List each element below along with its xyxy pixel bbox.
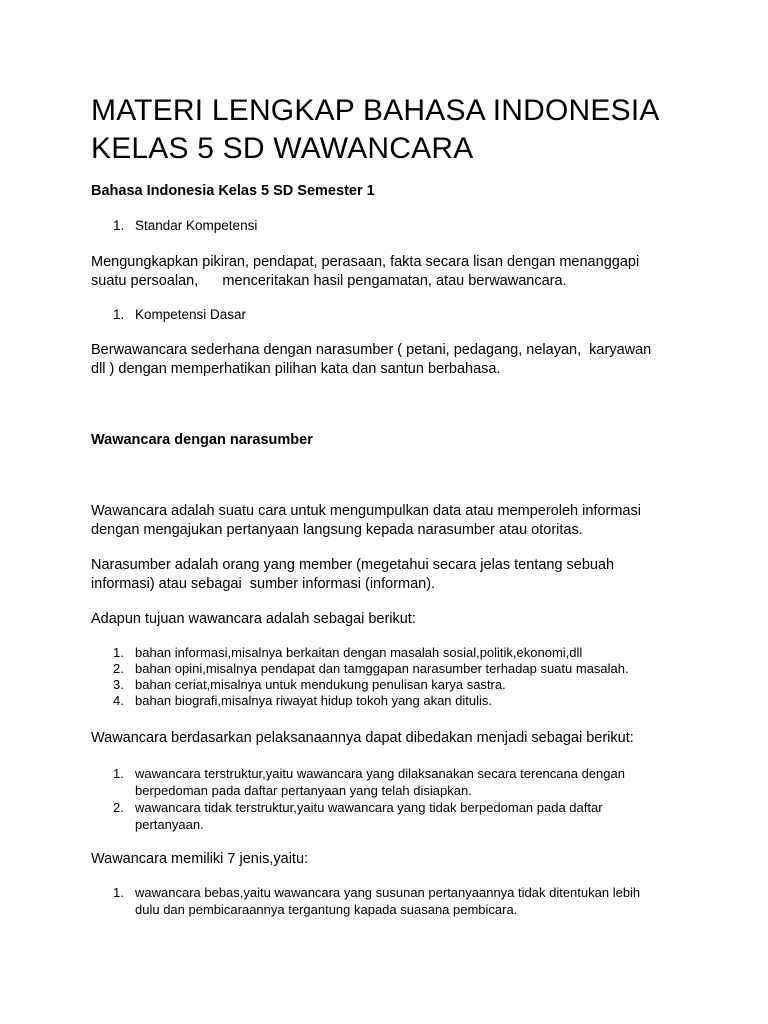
tujuan-list: [113, 645, 713, 709]
pelaksanaan-intro: Wawancara berdasarkan pelaksanaannya dapat dibedakan menjadi sebagai berikut:: [91, 730, 634, 746]
standar-kompetensi-heading: [113, 217, 257, 235]
tujuan-intro: Adapun tujuan wawancara adalah sebagai berikut:: [91, 611, 416, 627]
list-item: 1. wawancara bebas,yaitu wawancara yang susunan pertanyaannya tidak ditentukan lebih dulu dan pembicaraannya tergantung kapada suasana pembicara.: [113, 885, 641, 917]
page-title: [91, 92, 731, 168]
pelaksanaan-list: [113, 765, 713, 833]
list-item: 1. bahan informasi,misalnya berkaitan dengan masalah sosial,politik,ekonomi,dll: [113, 645, 583, 660]
narasumber-paragraph: Narasumber adalah orang yang member (megetahui secara jelas tentang sebuah informasi) atau sebagai sumber informasi (informan).: [91, 557, 615, 592]
section-heading: Wawancara dengan narasumber: [91, 432, 313, 448]
standar-kompetensi-text: Mengungkapkan pikiran, pendapat, perasaan, fakta secara lisan dengan menanggapi suatu persoalan, menceritakan hasil pengamatan, atau berwawancara.: [91, 254, 640, 289]
subtitle: Bahasa Indonesia Kelas 5 SD Semester 1: [91, 183, 375, 199]
list-number: 1.: [113, 307, 125, 322]
title-line-1: MATERI LENGKAP BAHASA INDONESIA: [91, 94, 660, 127]
list-item: 2. bahan opini,misalnya pendapat dan tamggapan narasumber terhadap suatu masalah.: [113, 661, 629, 676]
list-item: 3. bahan ceriat,misalnya untuk mendukung penulisan karya sastra.: [113, 677, 506, 692]
list-item: 2. wawancara tidak terstruktur,yaitu wawancara yang tidak berpedoman pada daftar pertanyaan.: [113, 800, 603, 832]
definisi-paragraph: Wawancara adalah suatu cara untuk mengumpulkan data atau memperoleh informasi dengan mengajukan pertanyaan langsung kepada narasumber atau otoritas.: [91, 503, 641, 538]
list-item: 4. bahan biografi,misalnya riwayat hidup tokoh yang akan ditulis.: [113, 693, 492, 708]
jenis-intro: Wawancara memiliki 7 jenis,yaitu:: [91, 851, 309, 867]
title-line-2: KELAS 5 SD WAWANCARA: [91, 132, 474, 165]
list-number: 1.: [113, 218, 125, 233]
kompetensi-dasar-heading: [113, 306, 246, 324]
kompetensi-dasar-text: Berwawancara sederhana dengan narasumber ( petani, pedagang, nelayan, karyawan dll ) dengan memperhatikan pilihan kata dan santun berbahasa.: [91, 342, 652, 377]
jenis-list: [113, 884, 713, 918]
kompetensi-dasar-label: Kompetensi Dasar: [135, 307, 247, 322]
standar-kompetensi-label: Standar Kompetensi: [135, 218, 258, 233]
list-item: 1. wawancara terstruktur,yaitu wawancara yang dilaksanakan secara terencana dengan berpedoman pada daftar pertanyaan yang telah disiapkan.: [113, 766, 625, 798]
